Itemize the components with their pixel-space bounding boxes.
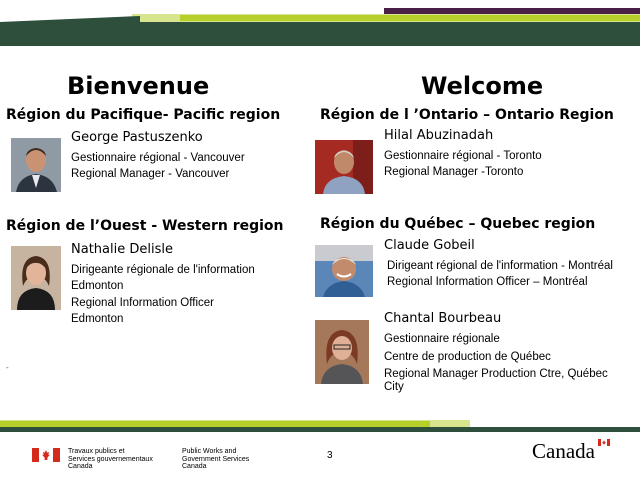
canada-wordmark-text: Canada (532, 439, 595, 463)
photo-nathalie-delisle (11, 246, 61, 310)
page-number: 3 (327, 450, 333, 461)
heading-welcome: Welcome (421, 72, 544, 100)
person-name-hilal: Hilal Abuzinadah (384, 128, 494, 143)
photo-chantal-bourbeau (315, 320, 369, 384)
role-line: Gestionnaire régionale (384, 333, 500, 345)
header-bar-green (0, 22, 640, 46)
role-line: City (384, 381, 404, 393)
role-line: Regional Manager -Toronto (384, 166, 524, 178)
dept-en-line: Government Services (182, 455, 250, 463)
department-name-french (68, 448, 153, 471)
header-bar-green-taper (0, 16, 140, 22)
dept-fr-line: Services gouvernementaux (68, 455, 153, 463)
role-line: Edmonton (71, 313, 124, 325)
person-name-george: George Pastuszenko (71, 130, 203, 145)
role-line: Regional Manager Production Ctre, Québec (384, 368, 608, 380)
department-name-english (182, 448, 249, 471)
region-title-western: Région de l’Ouest - Western region (6, 218, 284, 234)
portrait-image (11, 138, 61, 192)
person-name-claude: Claude Gobeil (384, 238, 475, 253)
role-line: Dirigeante régionale de l'information (71, 264, 255, 276)
wordmark-flag-icon (598, 439, 610, 446)
heading-bienvenue: Bienvenue (67, 72, 210, 100)
role-line: Edmonton (71, 280, 124, 292)
region-title-pacific: Région du Pacifique- Pacific region (6, 107, 281, 123)
role-line: Regional Information Officer (71, 297, 214, 309)
role-line: Regional Manager - Vancouver (71, 168, 230, 180)
role-line: Dirigeant régional de l'information - Montréal (387, 260, 613, 272)
role-line: Regional Information Officer – Montréal (387, 276, 588, 288)
portrait-image (315, 245, 373, 297)
stray-mark: - (6, 363, 9, 372)
dept-fr-line: Canada (68, 463, 93, 470)
region-title-ontario: Région de l ’Ontario – Ontario Region (320, 107, 614, 123)
photo-hilal-abuzinadah (315, 140, 373, 194)
canada-wordmark (532, 438, 612, 464)
role-line: Gestionnaire régional - Toronto (384, 150, 542, 162)
header-bar-lime (180, 15, 640, 21)
portrait-image (11, 246, 61, 310)
photo-george-pastuszenko (11, 138, 61, 192)
dept-en-line: Public Works and (182, 448, 237, 455)
portrait-image (315, 320, 369, 384)
photo-claude-gobeil (315, 245, 373, 297)
canada-flag-icon (32, 448, 60, 462)
region-title-quebec: Région du Québec – Quebec region (320, 216, 596, 232)
dept-fr-line: Travaux publics et (68, 448, 125, 455)
person-name-nathalie: Nathalie Delisle (71, 242, 173, 257)
role-line: Centre de production de Québec (384, 351, 551, 363)
role-line: Gestionnaire régional - Vancouver (71, 152, 245, 164)
dept-en-line: Canada (182, 463, 207, 470)
footer-bar-green (0, 427, 640, 432)
person-name-chantal: Chantal Bourbeau (384, 311, 502, 326)
portrait-image (315, 140, 373, 194)
